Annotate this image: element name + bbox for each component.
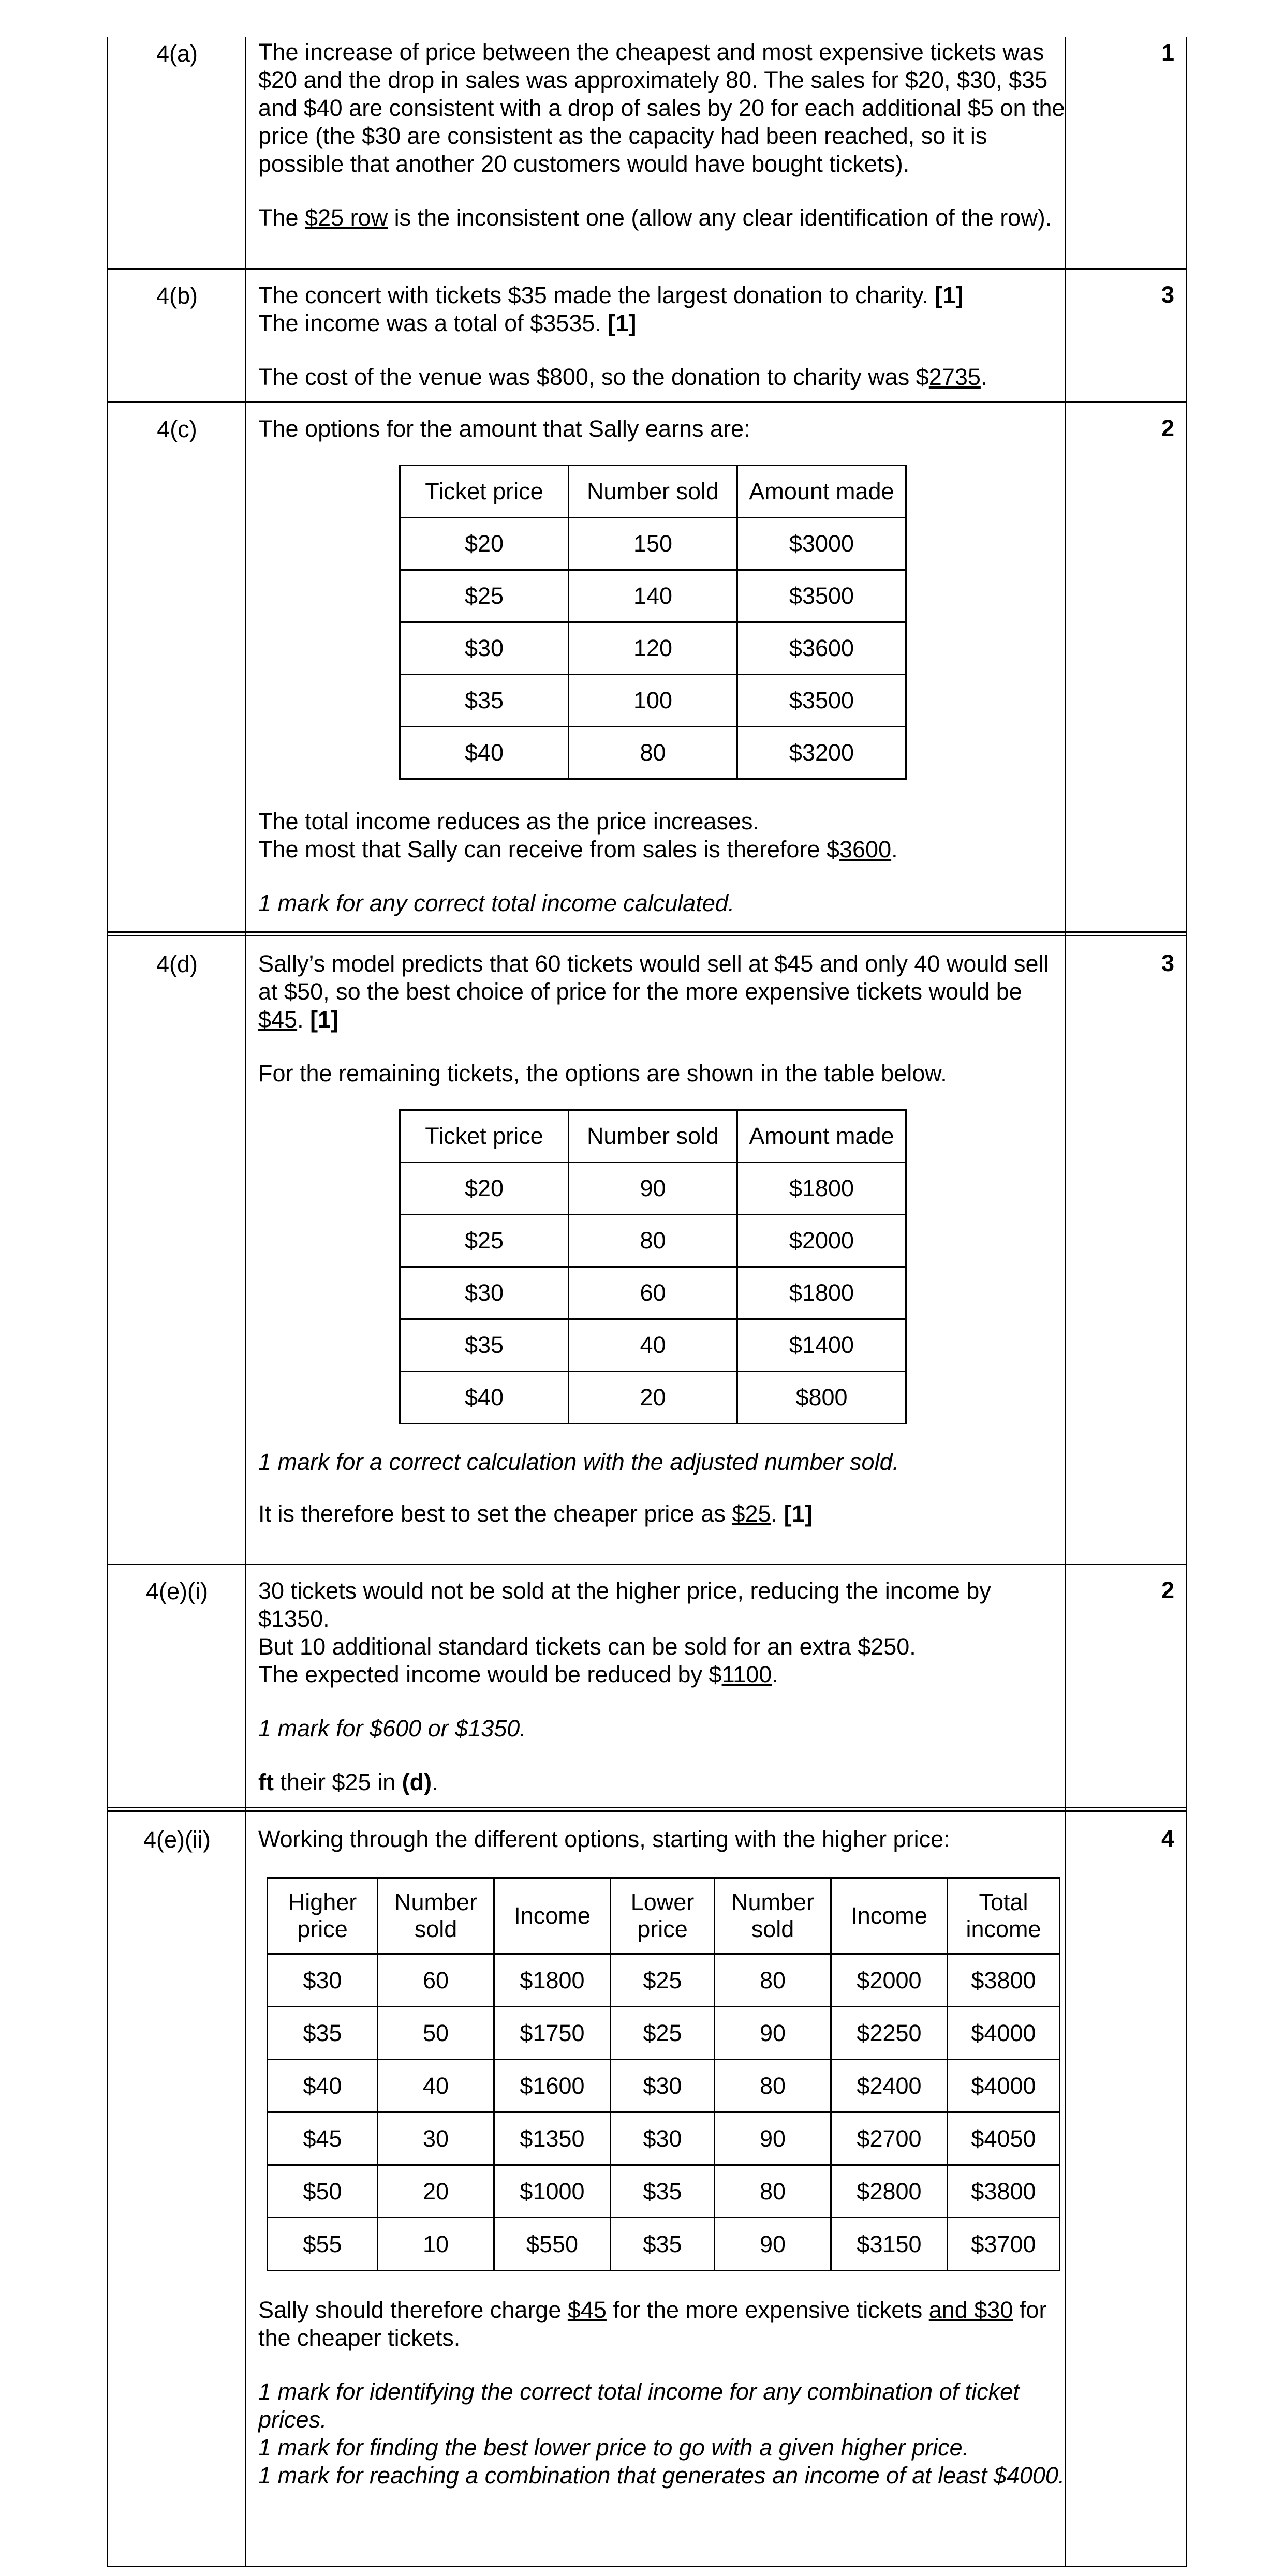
table-header: Number sold — [715, 1878, 831, 1954]
table-cell: $25 — [611, 1954, 715, 2007]
table-cell: 90 — [569, 1163, 737, 1215]
answer-cell — [258, 38, 1066, 232]
table-cell: $4000 — [948, 2060, 1060, 2112]
question-number: 4(e)(i) — [146, 1578, 208, 1604]
table-cell: 50 — [378, 2007, 494, 2060]
table-cell: 80 — [715, 2165, 831, 2218]
question-number: 4(a) — [156, 40, 198, 67]
table-cell: $30 — [400, 622, 569, 675]
mark-scheme-table — [107, 37, 1187, 2567]
table-cell: $35 — [268, 2007, 378, 2060]
table-cell: $3700 — [948, 2218, 1060, 2271]
table-row — [400, 675, 906, 727]
table-header: Income — [831, 1878, 948, 1954]
table-cell: 80 — [569, 1215, 737, 1267]
table-cell: 100 — [569, 675, 737, 727]
table-cell: $3500 — [737, 675, 906, 727]
table-cell: $3200 — [737, 727, 906, 779]
table-cell: $20 — [400, 1163, 569, 1215]
table-cell: $1400 — [737, 1319, 906, 1372]
table-cell: $2800 — [831, 2165, 948, 2218]
table-row — [268, 2218, 1060, 2271]
answer-paragraph: 30 tickets would not be sold at the higher price, reducing the income by $1350. But 10 additional standard tickets can be sold for an extra $250. The expected income would be reduced by $1100. — [258, 1577, 991, 1688]
table-cell: 20 — [378, 2165, 494, 2218]
table-header: Ticket price — [400, 1110, 569, 1163]
table-cell: $40 — [400, 1372, 569, 1424]
table-row — [400, 1267, 906, 1319]
table-header: Amount made — [737, 466, 906, 518]
table-cell: $4050 — [948, 2112, 1060, 2165]
table-cell: 90 — [715, 2007, 831, 2060]
table-cell: 140 — [569, 570, 737, 622]
answer-cell — [258, 1825, 1066, 2490]
question-number: 4(d) — [156, 951, 198, 977]
answer-paragraph: Working through the different options, starting with the higher price: — [258, 1826, 950, 1852]
row-divider-double — [108, 1807, 1186, 1812]
table-header: Higher price — [268, 1878, 378, 1954]
table-cell: 120 — [569, 622, 737, 675]
table-cell: $55 — [268, 2218, 378, 2271]
table-cell: $1800 — [737, 1267, 906, 1319]
row-divider-double — [108, 931, 1186, 936]
table-cell: $30 — [400, 1267, 569, 1319]
table-row — [400, 1319, 906, 1372]
table-cell: $25 — [400, 1215, 569, 1267]
question-number: 4(b) — [156, 282, 198, 309]
table-cell: $25 — [611, 2007, 715, 2060]
marks: 3 — [1161, 950, 1174, 976]
table-header: Number sold — [569, 1110, 737, 1163]
answer-paragraph: For the remaining tickets, the options are shown in the table below. — [258, 1060, 947, 1086]
table-header: Income — [494, 1878, 611, 1954]
question-number: 4(c) — [157, 416, 197, 442]
answer-paragraph: The cost of the venue was $800, so the donation to charity was $2735. — [258, 364, 987, 390]
income-table — [399, 465, 907, 780]
table-cell: $35 — [611, 2165, 715, 2218]
table-cell: $35 — [400, 675, 569, 727]
table-cell: $1350 — [494, 2112, 611, 2165]
table-cell: $3600 — [737, 622, 906, 675]
question-number: 4(e)(ii) — [143, 1826, 211, 1853]
table-row — [400, 622, 906, 675]
table-row — [400, 727, 906, 779]
table-cell: $3800 — [948, 1954, 1060, 2007]
table-cell: $45 — [268, 2112, 378, 2165]
answer-paragraph: Sally should therefore charge $45 for the more expensive tickets and $30 for the cheaper tickets. — [258, 2297, 1047, 2351]
table-cell: $2250 — [831, 2007, 948, 2060]
table-row — [400, 1372, 906, 1424]
marking-note: 1 mark for any correct total income calculated. — [258, 890, 735, 916]
marking-note: 1 mark for $600 or $1350. — [258, 1715, 526, 1741]
table-cell: $2000 — [831, 1954, 948, 2007]
marking-note: 1 mark for a correct calculation with the adjusted number sold. — [258, 1449, 899, 1475]
table-cell: 10 — [378, 2218, 494, 2271]
answer-paragraph: Sally’s model predicts that 60 tickets would sell at $45 and only 40 would sell at $50, so the best choice of price for the more expensive tickets would be $45. [1] — [258, 950, 1049, 1033]
table-cell: $40 — [400, 727, 569, 779]
table-cell: $1000 — [494, 2165, 611, 2218]
table-cell: $1800 — [494, 1954, 611, 2007]
table-header: Ticket price — [400, 466, 569, 518]
table-row — [268, 2060, 1060, 2112]
table-cell: $2700 — [831, 2112, 948, 2165]
answer-paragraph: The increase of price between the cheapest and most expensive tickets was $20 and the drop in sales was approximately 80. The sales for $20, $30, $35 and $40 are consistent with a drop of sales by 20 for each additional $5 on the price (the $30 are consistent as the capacity had been reached, so it is possible that another 20 customers would have bought tickets). — [258, 39, 1065, 177]
row-4eii — [108, 1812, 1186, 2567]
answer-paragraph: The options for the amount that Sally earns are: — [258, 415, 750, 442]
table-cell: $1750 — [494, 2007, 611, 2060]
table-cell: 80 — [715, 2060, 831, 2112]
table-cell: $800 — [737, 1372, 906, 1424]
table-header: Total income — [948, 1878, 1060, 1954]
table-row — [400, 1163, 906, 1215]
table-cell: 90 — [715, 2112, 831, 2165]
table-row — [268, 2165, 1060, 2218]
marks: 3 — [1161, 281, 1174, 308]
table-cell: $30 — [268, 1954, 378, 2007]
table-header: Amount made — [737, 1110, 906, 1163]
answer-paragraph: The concert with tickets $35 made the largest donation to charity. [1] The income was a total of $3535. [1] — [258, 282, 964, 336]
table-cell: 60 — [569, 1267, 737, 1319]
table-cell: $3500 — [737, 570, 906, 622]
row-4d — [108, 936, 1186, 1564]
answer-cell — [258, 281, 1066, 391]
answer-paragraph: The $25 row is the inconsistent one (allow any clear identification of the row). — [258, 204, 1052, 231]
table-header: Number sold — [569, 466, 737, 518]
answer-cell — [258, 950, 1066, 1528]
table-header: Lower price — [611, 1878, 715, 1954]
table-cell: $20 — [400, 518, 569, 570]
table-cell: $1600 — [494, 2060, 611, 2112]
table-cell: $1800 — [737, 1163, 906, 1215]
row-4a — [108, 37, 1186, 268]
table-cell: $550 — [494, 2218, 611, 2271]
table-header: Number sold — [378, 1878, 494, 1954]
answer-paragraph: It is therefore best to set the cheaper price as $25. [1] — [258, 1500, 813, 1527]
combination-table — [267, 1877, 1060, 2271]
table-cell: $50 — [268, 2165, 378, 2218]
row-4b — [108, 268, 1186, 401]
table-cell: $35 — [400, 1319, 569, 1372]
table-cell: $3150 — [831, 2218, 948, 2271]
table-cell: 80 — [569, 727, 737, 779]
table-cell: $3800 — [948, 2165, 1060, 2218]
table-cell: 150 — [569, 518, 737, 570]
table-cell: 40 — [569, 1319, 737, 1372]
table-cell: 40 — [378, 2060, 494, 2112]
table-row — [268, 1954, 1060, 2007]
table-cell: $35 — [611, 2218, 715, 2271]
marks: 1 — [1161, 39, 1174, 66]
marks: 2 — [1161, 1577, 1174, 1603]
answer-cell — [258, 415, 1066, 917]
table-row — [268, 2007, 1060, 2060]
marks: 4 — [1161, 1825, 1174, 1852]
remaining-tickets-table — [399, 1109, 907, 1424]
answer-paragraph: The total income reduces as the price increases. The most that Sally can receive from sales is therefore $3600. — [258, 808, 898, 862]
table-cell: $25 — [400, 570, 569, 622]
table-cell: $40 — [268, 2060, 378, 2112]
follow-through-note: ft their $25 in (d). — [258, 1769, 438, 1795]
table-cell: $30 — [611, 2112, 715, 2165]
table-cell: $2400 — [831, 2060, 948, 2112]
table-cell: 30 — [378, 2112, 494, 2165]
table-cell: $4000 — [948, 2007, 1060, 2060]
table-row — [268, 2112, 1060, 2165]
table-cell: 60 — [378, 1954, 494, 2007]
table-row — [400, 570, 906, 622]
table-cell: 20 — [569, 1372, 737, 1424]
row-4ei — [108, 1564, 1186, 1807]
table-cell: $30 — [611, 2060, 715, 2112]
marks: 2 — [1161, 415, 1174, 441]
table-cell: $2000 — [737, 1215, 906, 1267]
table-cell: $3000 — [737, 518, 906, 570]
table-cell: 80 — [715, 1954, 831, 2007]
table-row — [400, 518, 906, 570]
table-row — [400, 1215, 906, 1267]
table-cell: 90 — [715, 2218, 831, 2271]
marking-note: 1 mark for identifying the correct total income for any combination of ticket prices. 1 mark for finding the best lower price to go with a given higher price. 1 mark for reaching a combination that generates an income of at least $4000. — [258, 2378, 1065, 2489]
row-4c — [108, 401, 1186, 931]
answer-cell — [258, 1577, 1066, 1796]
